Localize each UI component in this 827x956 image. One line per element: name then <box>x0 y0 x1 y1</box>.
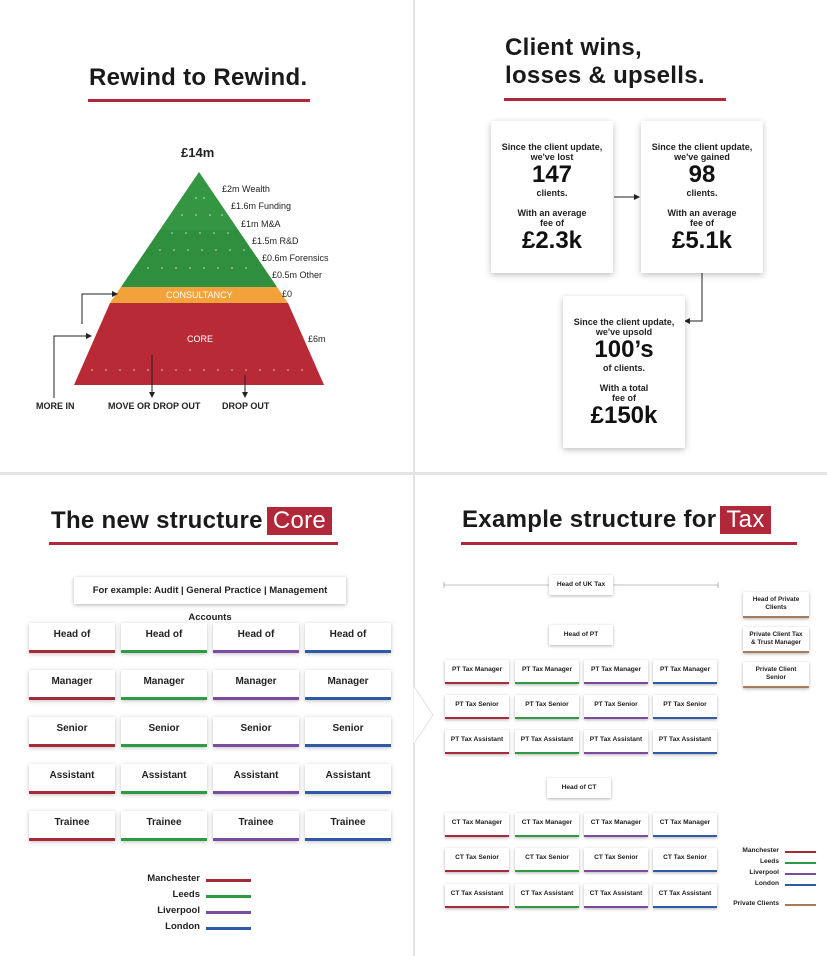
core-cell-bar-leeds <box>121 838 207 841</box>
pt-cell-label: PT Tax Assistant <box>520 736 574 743</box>
pt-cell-bar-leeds <box>515 717 579 719</box>
legend-label-liverpool: Liverpool <box>157 905 200 916</box>
pt-cell-1-leeds <box>515 695 579 719</box>
upsold-number: 100’s <box>594 336 654 363</box>
legend-line-london <box>206 927 251 930</box>
core-cell-manager-leeds <box>121 670 207 700</box>
rewind-panel <box>0 0 413 472</box>
upsold-fee-2: fee of <box>611 393 636 403</box>
private-client-role-line: Private Client <box>755 666 797 673</box>
private-client-bar <box>743 651 809 653</box>
pt-cell-label: PT Tax Manager <box>451 666 503 673</box>
tax-tag: Tax <box>720 506 770 534</box>
legend-line-leeds <box>206 895 251 898</box>
ct-cell-bar-manchester <box>445 835 509 837</box>
pt-cell-bar-liverpool <box>584 717 648 719</box>
pt-cell-bar-leeds <box>515 682 579 684</box>
ct-cell-bar-liverpool <box>584 835 648 837</box>
core-cell-label: Trainee <box>54 817 90 828</box>
lost-number: 147 <box>531 161 573 188</box>
core-cell-bar-london <box>305 744 391 747</box>
core-cell-bar-liverpool <box>213 697 299 700</box>
core-cell-senior-leeds <box>121 717 207 747</box>
core-cell-bar-leeds <box>121 697 207 700</box>
ct-cell-0-liverpool <box>584 813 648 837</box>
label-other: £0.5m Other <box>272 270 323 280</box>
core-cell-manager-manchester <box>29 670 115 700</box>
head-of-uk-tax: Head of UK Tax <box>549 575 613 595</box>
ct-cell-label: CT Tax Senior <box>663 854 707 861</box>
core-cell-manager-liverpool <box>213 670 299 700</box>
gained-number: 98 <box>688 161 716 188</box>
pt-cell-0-leeds <box>515 660 579 684</box>
lost-unit: clients. <box>536 188 568 198</box>
lost-intro-1: Since the client update, <box>501 142 603 152</box>
pt-cell-label: PT Tax Assistant <box>589 736 643 743</box>
private-client-role-1 <box>743 627 809 653</box>
core-cell-label: Senior <box>332 723 364 734</box>
core-cell-head-of-leeds <box>121 623 207 653</box>
ct-cell-2-liverpool <box>584 884 648 908</box>
core-cell-trainee-manchester <box>29 811 115 841</box>
private-client-role-line: Senior <box>766 674 786 681</box>
head-of-pt: Head of PT <box>549 625 613 645</box>
ct-cell-2-london <box>653 884 717 908</box>
core-cell-label: Senior <box>240 723 272 734</box>
pt-cell-label: PT Tax Senior <box>455 701 499 708</box>
pt-cell-2-leeds <box>515 730 579 754</box>
ct-cell-bar-london <box>653 870 717 872</box>
pt-cell-bar-liverpool <box>584 752 648 754</box>
ct-cell-label: CT Tax Senior <box>594 854 638 861</box>
pyramid-green-highlight <box>160 172 238 230</box>
ct-cell-bar-manchester <box>445 906 509 908</box>
pt-cell-bar-leeds <box>515 752 579 754</box>
label-ma: £1m M&A <box>241 219 281 229</box>
core-cell-bar-liverpool <box>213 650 299 653</box>
tax-legend-line-leeds <box>785 862 816 864</box>
core-cell-senior-liverpool <box>213 717 299 747</box>
ct-cell-bar-leeds <box>515 870 579 872</box>
core-cell-assistant-manchester <box>29 764 115 794</box>
core-cell-label: Assistant <box>49 770 95 781</box>
upsold-intro-1: Since the client update, <box>573 317 675 327</box>
ct-cell-0-leeds <box>515 813 579 837</box>
label-funding: £1.6m Funding <box>231 201 292 211</box>
ct-cell-label: CT Tax Senior <box>455 854 499 861</box>
ct-cell-1-manchester <box>445 848 509 872</box>
lost-fee-value: £2.3k <box>521 227 583 254</box>
ct-cell-bar-manchester <box>445 870 509 872</box>
core-cell-senior-london <box>305 717 391 747</box>
ct-cell-label: CT Tax Manager <box>451 819 503 826</box>
core-cell-bar-london <box>305 838 391 841</box>
core-cell-label: Head of <box>329 629 367 640</box>
core-cell-bar-liverpool <box>213 791 299 794</box>
pt-cell-bar-liverpool <box>584 682 648 684</box>
consultancy-label: CONSULTANCY <box>166 290 233 300</box>
core-cell-bar-london <box>305 791 391 794</box>
client-wins-title-line1: Client wins, <box>505 34 642 61</box>
tax-legend-line-liverpool <box>785 873 816 875</box>
ct-cell-bar-leeds <box>515 906 579 908</box>
core-cell-senior-manchester <box>29 717 115 747</box>
pt-cell-label: PT Tax Manager <box>590 666 642 673</box>
tax-title-text: Example structure for <box>462 506 717 533</box>
ct-cell-2-leeds <box>515 884 579 908</box>
core-cell-label: Assistant <box>141 770 187 781</box>
core-cell-manager-london <box>305 670 391 700</box>
gained-fee-1: With an average <box>667 208 737 218</box>
pt-cell-0-manchester <box>445 660 509 684</box>
client-wins-title-line2: losses & upsells. <box>505 62 705 89</box>
private-client-bar <box>743 686 809 688</box>
rewind-title: Rewind to Rewind. <box>89 64 308 91</box>
ct-cell-bar-liverpool <box>584 870 648 872</box>
label-consultancy-value: £0 <box>282 289 293 299</box>
core-tag: Core <box>267 507 332 535</box>
pt-cell-bar-manchester <box>445 717 509 719</box>
label-core-value: £6m <box>308 334 326 344</box>
pt-cell-1-manchester <box>445 695 509 719</box>
core-title-underline <box>49 542 338 545</box>
ct-cell-label: CT Tax Manager <box>590 819 642 826</box>
private-client-role-line: Private Client Tax <box>749 631 803 638</box>
core-cell-head-of-manchester <box>29 623 115 653</box>
ct-cell-label: CT Tax Assistant <box>589 890 643 897</box>
core-cell-label: Head of <box>53 629 91 640</box>
drop-out-label: DROP OUT <box>222 401 270 411</box>
pt-cell-2-london <box>653 730 717 754</box>
core-cell-trainee-leeds <box>121 811 207 841</box>
gained-fee-value: £5.1k <box>671 227 733 254</box>
core-cell-label: Head of <box>145 629 183 640</box>
ct-cell-bar-london <box>653 906 717 908</box>
core-cell-label: Senior <box>148 723 180 734</box>
pt-cell-label: PT Tax Senior <box>525 701 569 708</box>
ct-cell-label: CT Tax Manager <box>521 819 573 826</box>
ct-cell-label: CT Tax Assistant <box>450 890 504 897</box>
private-client-role-line: Head of Private <box>752 596 800 603</box>
pt-cell-label: PT Tax Assistant <box>450 736 504 743</box>
ct-cell-label: CT Tax Assistant <box>658 890 712 897</box>
ct-cell-label: CT Tax Assistant <box>520 890 574 897</box>
legend-label-manchester: Manchester <box>147 873 200 884</box>
core-cell-label: Manager <box>235 676 277 687</box>
core-cell-assistant-liverpool <box>213 764 299 794</box>
core-cell-assistant-leeds <box>121 764 207 794</box>
pt-cell-label: PT Tax Assistant <box>658 736 712 743</box>
core-cell-trainee-liverpool <box>213 811 299 841</box>
legend-label-leeds: Leeds <box>172 889 200 900</box>
tax-legend-line-private-clients <box>785 904 816 906</box>
core-cell-bar-manchester <box>29 744 115 747</box>
ct-cell-1-leeds <box>515 848 579 872</box>
core-cell-head-of-liverpool <box>213 623 299 653</box>
legend-line-manchester <box>206 879 251 882</box>
core-title-text: The new structure <box>51 507 263 534</box>
core-cell-bar-manchester <box>29 697 115 700</box>
gained-intro-2: we've gained <box>674 152 730 162</box>
core-cell-bar-leeds <box>121 791 207 794</box>
core-cell-bar-leeds <box>121 650 207 653</box>
quadrant-pointer <box>413 685 435 745</box>
core-cell-label: Manager <box>327 676 369 687</box>
ct-cell-bar-london <box>653 835 717 837</box>
tax-legend-label-leeds: Leeds <box>759 858 779 865</box>
core-cell-label: Assistant <box>233 770 279 781</box>
label-rd: £1.5m R&D <box>252 236 299 246</box>
tax-legend-label-manchester: Manchester <box>742 847 779 854</box>
private-client-role-line: Clients <box>765 604 787 611</box>
tax-legend-line-london <box>785 884 816 886</box>
tax-legend-label-london: London <box>754 880 779 887</box>
core-cell-bar-manchester <box>29 791 115 794</box>
legend-label-london: London <box>165 921 200 932</box>
upsold-unit: of clients. <box>602 363 645 373</box>
pt-cell-bar-london <box>653 682 717 684</box>
core-structure-panel <box>0 475 413 956</box>
label-wealth: £2m Wealth <box>222 184 270 194</box>
clients-upsold-card <box>563 296 685 448</box>
ct-cell-label: CT Tax Senior <box>525 854 569 861</box>
tax-legend-label-private-clients: Private Clients <box>733 900 779 907</box>
core-cell-bar-liverpool <box>213 838 299 841</box>
pt-cell-0-liverpool <box>584 660 648 684</box>
core-cell-assistant-london <box>305 764 391 794</box>
private-client-role-2 <box>743 662 809 688</box>
core-cell-bar-manchester <box>29 838 115 841</box>
core-cell-label: Head of <box>237 629 275 640</box>
core-cell-label: Manager <box>51 676 93 687</box>
pt-cell-2-liverpool <box>584 730 648 754</box>
clients-gained-card <box>641 121 763 273</box>
core-cell-label: Assistant <box>325 770 371 781</box>
pt-cell-label: PT Tax Manager <box>521 666 573 673</box>
lost-fee-1: With an average <box>517 208 587 218</box>
head-of-ct: Head of CT <box>547 778 611 798</box>
ct-cell-0-london <box>653 813 717 837</box>
core-example-box: For example: Audit | General Practice | Management Accounts <box>74 577 346 604</box>
upsold-fee-1: With a total <box>599 383 649 393</box>
tax-title <box>462 506 771 534</box>
pt-cell-bar-london <box>653 717 717 719</box>
pt-cell-label: PT Tax Senior <box>663 701 707 708</box>
core-cell-label: Trainee <box>146 817 182 828</box>
core-cell-trainee-london <box>305 811 391 841</box>
lost-intro-2: we've lost <box>530 152 574 162</box>
core-cell-bar-leeds <box>121 744 207 747</box>
core-cell-bar-manchester <box>29 650 115 653</box>
ct-cell-bar-leeds <box>515 835 579 837</box>
tax-legend-line-manchester <box>785 851 816 853</box>
pyramid-top-value: £14m <box>181 145 215 160</box>
gained-fee-2: fee of <box>689 218 714 228</box>
ct-cell-bar-liverpool <box>584 906 648 908</box>
private-client-role-line: & Trust Manager <box>750 639 802 646</box>
pt-cell-bar-london <box>653 752 717 754</box>
label-forensics: £0.6m Forensics <box>262 253 329 263</box>
core-cell-label: Trainee <box>330 817 366 828</box>
core-cell-head-of-london <box>305 623 391 653</box>
core-cell-label: Senior <box>56 723 88 734</box>
core-cell-bar-liverpool <box>213 744 299 747</box>
private-client-role-0 <box>743 592 809 618</box>
ct-cell-label: CT Tax Manager <box>659 819 711 826</box>
core-cell-bar-london <box>305 697 391 700</box>
clients-lost-card <box>491 121 613 273</box>
core-title <box>51 507 332 535</box>
private-client-bar <box>743 616 809 618</box>
pt-cell-2-manchester <box>445 730 509 754</box>
pyramid-core-section <box>74 303 324 385</box>
more-in-label: MORE IN <box>36 401 75 411</box>
gained-intro-1: Since the client update, <box>651 142 753 152</box>
pt-cell-label: PT Tax Senior <box>594 701 638 708</box>
core-cell-label: Manager <box>143 676 185 687</box>
ct-cell-1-liverpool <box>584 848 648 872</box>
client-wins-panel <box>415 0 827 472</box>
legend-line-liverpool <box>206 911 251 914</box>
core-label: CORE <box>187 334 214 344</box>
pt-cell-1-london <box>653 695 717 719</box>
pt-cell-0-london <box>653 660 717 684</box>
tax-legend-label-liverpool: Liverpool <box>749 869 779 876</box>
ct-cell-0-manchester <box>445 813 509 837</box>
gained-unit: clients. <box>686 188 718 198</box>
move-or-drop-out-label: MOVE OR DROP OUT <box>108 401 201 411</box>
tax-title-underline <box>461 542 797 545</box>
core-cell-label: Trainee <box>238 817 274 828</box>
pt-cell-label: PT Tax Manager <box>659 666 711 673</box>
core-cell-bar-london <box>305 650 391 653</box>
lost-fee-2: fee of <box>539 218 564 228</box>
pt-cell-bar-manchester <box>445 682 509 684</box>
ct-cell-1-london <box>653 848 717 872</box>
upsold-fee-value: £150k <box>590 402 658 429</box>
ct-cell-2-manchester <box>445 884 509 908</box>
pt-cell-1-liverpool <box>584 695 648 719</box>
pt-cell-bar-manchester <box>445 752 509 754</box>
upsold-intro-2: we've upsold <box>595 327 653 337</box>
